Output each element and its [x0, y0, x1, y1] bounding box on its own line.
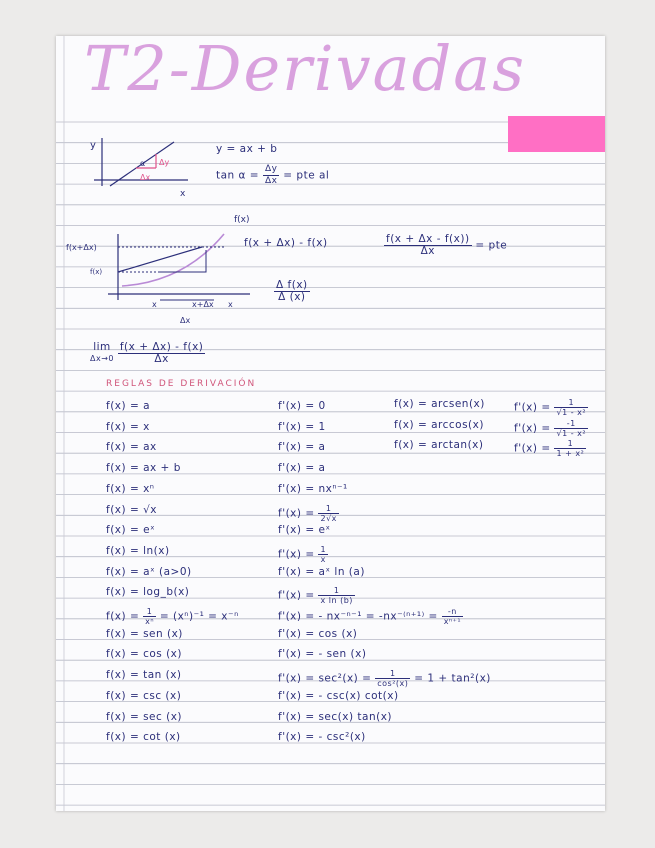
rule-derivative: f'(x) = 0 — [278, 400, 326, 412]
graph1-angle-label: α — [140, 159, 146, 168]
graph2-x0-label: x — [152, 300, 157, 309]
rule-derivative: f'(x) = $\frac{1}{2√x}$ — [278, 503, 337, 523]
graph2-f-label: f(x) — [234, 215, 250, 225]
line-equation: y = ax + b — [216, 143, 278, 155]
rule-function: f(x) = ax — [106, 441, 157, 454]
rule-function: f(x) = cot (x) — [106, 731, 181, 744]
rule-function: f(x) = arctan(x) — [394, 439, 484, 452]
highlighter-mark — [508, 116, 605, 152]
graph2-dx-label: Δx — [180, 316, 191, 325]
rule-function: f(x) = xⁿ — [106, 482, 155, 495]
rule-derivative: f'(x) = eˣ — [278, 524, 331, 537]
rule-function: f(x) = x — [106, 420, 150, 433]
rule-function: f(x) = eˣ — [106, 524, 156, 537]
rule-derivative: f'(x) = $\frac{1}{\text{1 + x²}}$ — [514, 439, 585, 459]
rule-derivative: f'(x) = nxⁿ⁻¹ — [278, 482, 348, 495]
delta-ratio: $\frac{\text{Δ f(x)}}{\Delta (x)}$ — [276, 279, 308, 303]
rule-function: f(x) = tan (x) — [106, 669, 182, 682]
rule-function: f(x) = log_b(x) — [106, 586, 190, 599]
rule-function: f(x) = ax + b — [106, 462, 181, 475]
secant-graph — [64, 210, 264, 334]
rule-function: f(x) = √x — [106, 503, 157, 516]
rule-derivative: f'(x) = - csc(x) cot(x) — [278, 689, 399, 702]
rule-derivative: f'(x) = 1 — [278, 420, 326, 433]
rule-derivative: f'(x) = a — [278, 441, 326, 454]
rule-function: f(x) = cos (x) — [106, 648, 182, 661]
rule-derivative: f'(x) = $\frac{1}{x}$ — [278, 544, 327, 564]
rule-function: f(x) = csc (x) — [106, 689, 182, 702]
graph2-x1-label: x+Δx — [192, 300, 214, 309]
graph2-x-axis-label: x — [228, 300, 233, 309]
graph1-y-label: y — [90, 140, 96, 151]
slope-graph — [88, 134, 198, 202]
graph2-y0-label: f(x) — [90, 268, 103, 276]
rule-function: f(x) = ln(x) — [106, 544, 170, 557]
rule-function: f(x) = arcsen(x) — [394, 398, 485, 410]
rule-derivative: f'(x) = $\frac{1}{\text{√1 - x²}}$ — [514, 398, 587, 417]
rule-derivative: f'(x) = sec(x) tan(x) — [278, 710, 393, 723]
rule-derivative: f'(x) = - nx⁻ⁿ⁻¹ = -nx⁻⁽ⁿ⁺¹⁾ = $\frac{-n}{\text{xⁿ⁺¹}}$ — [278, 607, 462, 626]
notebook-page — [56, 36, 605, 811]
rules-heading: REGLAS DE DERIVACIÓN — [106, 379, 257, 389]
rule-function: f(x) = $\frac{1}{\text{xⁿ}}$ = (xⁿ)⁻¹ = x⁻ⁿ — [106, 607, 239, 626]
rule-derivative: f'(x) = - csc²(x) — [278, 731, 366, 744]
rule-derivative: f'(x) = - sen (x) — [278, 648, 367, 661]
rule-function: f(x) = sen (x) — [106, 627, 183, 640]
difference-quotient: $\frac{f(x + \Delta x - f(x))}{\Delta x}$ = pte — [386, 233, 508, 257]
graph2-y1-label: f(x+Δx) — [66, 243, 97, 252]
rule-derivative: f'(x) = $\frac{-1}{\text{√1 - x²}}$ — [514, 418, 587, 438]
rule-derivative: f'(x) = sec²(x) = $\frac{1}{\text{cos²(x)}}$ = 1 + tan²(x) — [278, 669, 491, 689]
graph1-dy-label: Δy — [159, 158, 170, 167]
limit-definition: lim Δx→0 $\frac{f(x + \Delta x) - f(x)}{\Delta x}$ — [90, 340, 204, 365]
rule-function: f(x) = aˣ (a>0) — [106, 565, 192, 578]
rule-function: f(x) = sec (x) — [106, 710, 183, 723]
graph1-dx-label: Δx — [140, 173, 151, 182]
rule-derivative: f'(x) = aˣ ln (a) — [278, 565, 365, 578]
page-title: T2-Derivadas — [84, 36, 527, 105]
rule-function: f(x) = arccos(x) — [394, 418, 484, 431]
rule-derivative: f'(x) = a — [278, 462, 326, 475]
rule-function: f(x) = a — [106, 400, 151, 412]
tangent-equation: tan α = $\frac{\Delta y}{\Delta x}$ = pte al — [216, 164, 330, 186]
difference-expression: f(x + Δx) - f(x) — [244, 237, 328, 249]
rule-derivative: f'(x) = cos (x) — [278, 627, 358, 640]
graph1-x-label: x — [180, 189, 186, 199]
rule-derivative: f'(x) = $\frac{1}{\text{x ln (b)}}$ — [278, 586, 353, 606]
